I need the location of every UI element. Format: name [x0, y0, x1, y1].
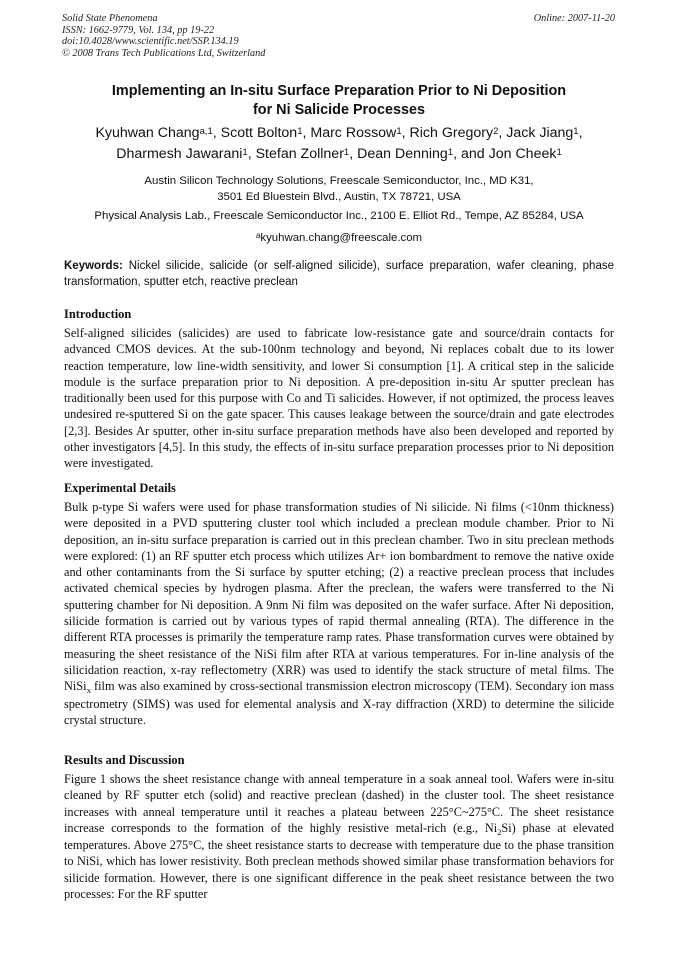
journal-name: Solid State Phenomena — [62, 13, 158, 24]
journal-doi: doi:10.4028/www.scientific.net/SSP.134.19 — [62, 36, 239, 47]
journal-copyright: © 2008 Trans Tech Publications Ltd, Switzerland — [62, 47, 266, 59]
journal-issn: ISSN: 1662-9779, Vol. 134, pp 19-22 — [62, 24, 215, 36]
section-heading: Results and Discussion — [64, 753, 185, 767]
keywords-label: Keywords: — [64, 260, 123, 272]
title-line-2: for Ni Salicide Processes — [253, 102, 425, 118]
author: Jon Cheek — [488, 146, 557, 162]
section-body: Bulk p-type Si wafers were used for phase transformation studies of Ni silicide. Ni films (<10nm thickness) were deposited in a PVD sputtering cluster tool which included a preclean module chamber. Prior to Ni deposition, an in-situ surface preparation is carried out in this preclean chamber. Two in situ preclean methods were explored: (1) an RF sputter etch process which utilizes Ar+ ion bombardment to remove the native oxide and other contaminants from the Si surface by sputter etching; (2) a reactive preclean process that includes activated chemical species by hydrogen plasma. After the preclean, the wafers were transferred to the Ni sputtering chamber for Ni deposition. A 9nm Ni film was deposited on the wafer surface. After Ni deposition, silicide formation is carried out by various types of rapid thermal annealing (RTA). The difference in the different RTA processes is primarily the temperature ramp rates. Phase transformation curves were obtained by measuring the sheet resistance of the NiSi film after RTA at various temperatures. For in-line analysis of the silicidation reaction, x-ray reflectometry (XRR) was used to identify the stack structure of metal films. The NiSi$_x$ film was also examined by cross-sectional transmission electron microscopy (TEM). Secondary ion mass spectrometry (SIMS) was used for elemental analysis and X-ray diffraction (XRD) to determine the silicide crystal structure. — [64, 500, 614, 727]
keywords — [64, 258, 614, 290]
section-experimental — [64, 481, 614, 728]
email-link[interactable]: kyuhwan.chang@freescale.com — [260, 232, 423, 244]
online-date: Online: 2007-11-20 — [533, 13, 615, 24]
author: Dean Denning — [357, 146, 448, 162]
author-line-2: Dharmesh Jawarani$^1$, Stefan Zollner$^1$, Dean Denning$^1$, and Jon Cheek$^1$ — [116, 146, 562, 162]
affiliation-1: Austin Silicon Technology Solutions, Freescale Semiconductor, Inc., MD K31, 3501 Ed Bluestein Blvd., Austin, TX 78721, USA — [144, 175, 534, 203]
title-line-1: Implementing an In-situ Surface Preparation Prior to Ni Deposition — [111, 83, 567, 99]
section-body: Self-aligned silicides (salicides) are used to fabricate low-resistance gate and source/drain contacts for advanced CMOS devices. At the sub-100nm technology and beyond, Ni replaces cobalt due to its lower reaction temperature, low line-width sensitivity, and lower Si consumption [1]. A critical step in the salicide module is the surface preparation prior to Ni deposition. A pre-deposition in-situ Ar sputter preclean has traditionally been used for this purpose with Co and Ti salicides. However, if not optimized, the process leaves undesired re-sputtered Si on the gate spacer. This causes leakage between the source/drain and gate electrodes [2,3]. Besides Ar sputter, other in-situ surface preparation methods have also been developed and reported by other investigators [4,5]. In this study, the effects of in-situ surface preparation processes prior to Ni deposition were investigated. — [64, 326, 614, 471]
contact-email: $^a$kyuhwan.chang@freescale.com — [255, 231, 423, 244]
journal-header — [62, 13, 265, 59]
keywords-text: Nickel silicide, salicide (or self-aligned silicide), surface preparation, wafer cleaning, phase transformation, sputter etch, reactive preclean — [64, 260, 614, 288]
section-body: Figure 1 shows the sheet resistance change with anneal temperature in a soak anneal tool. Wafers were in-situ cleaned by RF sputter etch (solid) and reactive preclean (dashed) in the cluster tool. The sheet resistance increases with anneal temperature until it reaches a plateau between 225°C~275°C. The sheet resistance increase corresponds to the formation of the highly resistive metal-rich (e.g., $Ni_2Si$) phase at elevated temperatures. Above 275°C, the sheet resistance starts to decrease with temperature due to the phase transition to NiSi, which has lower resistivity. Both preclean methods showed similar phase transformation behaviors for silicide formation. However, there is one significant difference in the peak sheet resistance between the two processes: For the RF sputter — [64, 772, 614, 902]
paper-title — [40, 82, 638, 120]
affiliation-2: Physical Analysis Lab., Freescale Semiconductor Inc., 2100 E. Elliot Rd., Tempe, AZ 85284, USA — [94, 210, 584, 222]
author-line-1: Kyuhwan Chang$^{a,1}$, Scott Bolton$^1$, Marc Rossow$^1$, Rich Gregory$^2$, Jack Jiang$^1$, — [95, 125, 583, 141]
author: Dharmesh Jawarani — [116, 146, 243, 162]
author: Rich Gregory — [409, 125, 494, 141]
author: Scott Bolton — [220, 125, 298, 141]
section-heading: Experimental Details — [64, 481, 176, 495]
author: Jack Jiang — [506, 125, 574, 141]
author: Stefan Zollner — [255, 146, 344, 162]
section-introduction — [64, 307, 614, 472]
author-list — [40, 123, 638, 165]
section-heading: Introduction — [64, 307, 132, 321]
author: Kyuhwan Chang — [95, 125, 200, 141]
author: Marc Rossow — [310, 125, 397, 141]
section-results — [64, 753, 614, 902]
